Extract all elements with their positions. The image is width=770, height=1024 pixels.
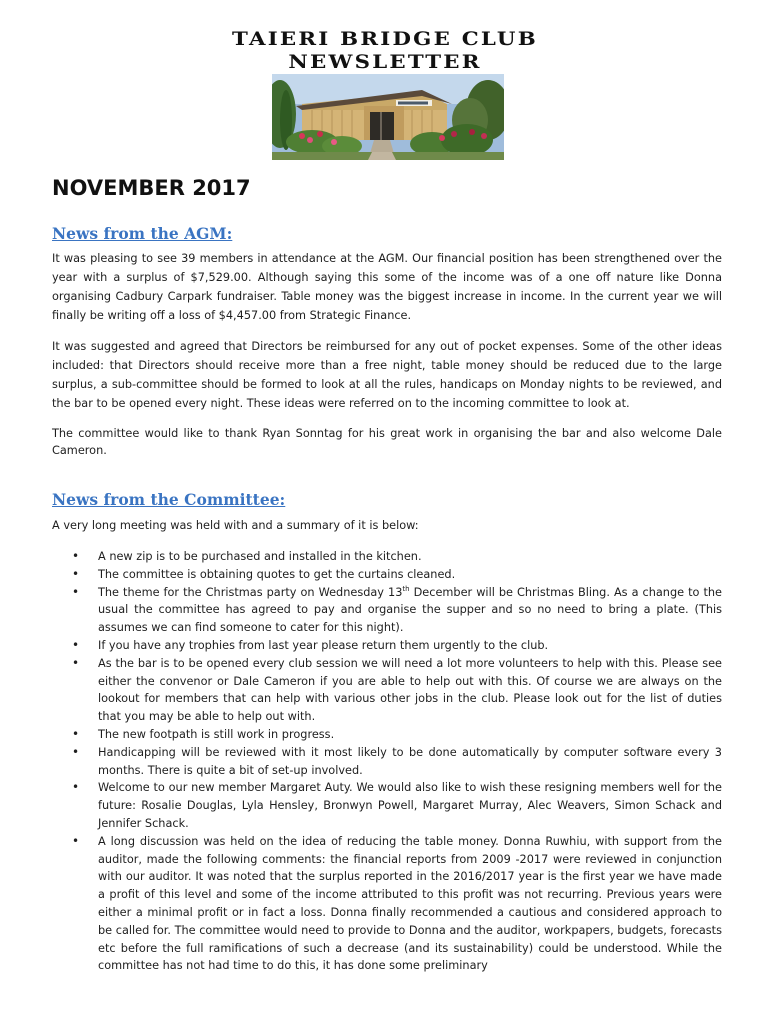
agm-paragraph: The committee would like to thank Ryan Sonntag for his great work in organising the bar and also welcome Dale Cameron. bbox=[52, 427, 722, 457]
list-item: • A new zip is to be purchased and installed in the kitchen. bbox=[52, 548, 722, 566]
list-item: • As the bar is to be opened every club session we will need a lot more volunteers to help with this. Please see either the convenor or Dale Cameron if you are able to help out with this. Of course we are always on the lookout for members that can help with various other jobs in the club. Please look out for the list of duties that you may be able to help out with. bbox=[52, 655, 722, 726]
committee-heading: News from the Committee: bbox=[52, 490, 286, 509]
list-item: • The new footpath is still work in progress. bbox=[52, 726, 722, 744]
committee-intro: A very long meeting was held with and a summary of it is below: bbox=[52, 519, 419, 532]
list-item: • A long discussion was held on the idea of reducing the table money. Donna Ruwhiu, with support from the auditor, made the following comments: the financial reports from 2009 -2017 were reviewed in conjunction with our auditor. It was noted that the surplus reported in the 2016/2017 year is the first year we have made a profit of this level and some of the income attributed to this profit was not recurring. Previous years were either a minimal profit or in fact a loss. Donna finally recommended a cautious and considered approach to be called for. The committee would need to provide to Donna and the auditor, workpapers, budgets, forecasts etc before the full ramifications of such a decrease (and its sustainability) could be understood. While the committee has not had time to do this, it has done some preliminary bbox=[52, 833, 722, 975]
christmas-text-end: December will be Christmas Bling. As a change to the usual the committee has agreed to pay and organise the supper and so no need to bring a plate. (This assumes we can find someone to cater for this night). bbox=[98, 585, 723, 635]
club-name: TAIERI BRIDGE CLUB bbox=[232, 28, 538, 50]
ordinal-suffix: th bbox=[402, 584, 410, 593]
issue-month: NOVEMBER 2017 bbox=[52, 176, 251, 200]
list-item bbox=[52, 584, 722, 637]
agm-paragraph: It was suggested and agreed that Directors be reimbursed for any out of pocket expenses. Some of the other ideas included: that Directors should receive more than a free night, table money should be reduced due to the large surplus, a sub-committee should be formed to look at all the rules, handicaps on Monday nights to be reviewed, and the bar to be opened every night. These ideas were referred on to the incoming committee to look at. bbox=[52, 340, 722, 410]
agm-paragraph: It was pleasing to see 39 members in attendance at the AGM. Our financial position has been strengthened over the year with a surplus of $7,529.00. Although saying this some of the income was of a one off nature like Donna organising Cadbury Carpark fundraiser. Table money was the biggest increase in income. In the current year we will finally be writing off a loss of $4,457.00 from Strategic Finance. bbox=[52, 252, 722, 322]
list-item: • Handicapping will be reviewed with it most likely to be done automatically by computer software every 3 months. There is quite a bit of set-up involved. bbox=[52, 744, 722, 780]
list-item: • The committee is obtaining quotes to get the curtains cleaned. bbox=[52, 566, 722, 584]
list-item: • If you have any trophies from last year please return them urgently to the club. bbox=[52, 637, 722, 655]
newsletter-title: NEWSLETTER bbox=[288, 51, 482, 73]
list-item: • Welcome to our new member Margaret Auty. We would also like to wish these resigning members well for the future: Rosalie Douglas, Lyla Hensley, Bronwyn Powell, Margaret Murray, Alec Weavers, Simon Schack and Jennifer Schack. bbox=[52, 779, 722, 832]
masthead bbox=[0, 28, 770, 74]
clubhouse-photo bbox=[272, 74, 504, 160]
agm-heading: News from the AGM: bbox=[52, 224, 233, 243]
christmas-text-start: The theme for the Christmas party on Wednesday 13 bbox=[98, 585, 403, 599]
committee-bullet-list bbox=[52, 548, 722, 975]
